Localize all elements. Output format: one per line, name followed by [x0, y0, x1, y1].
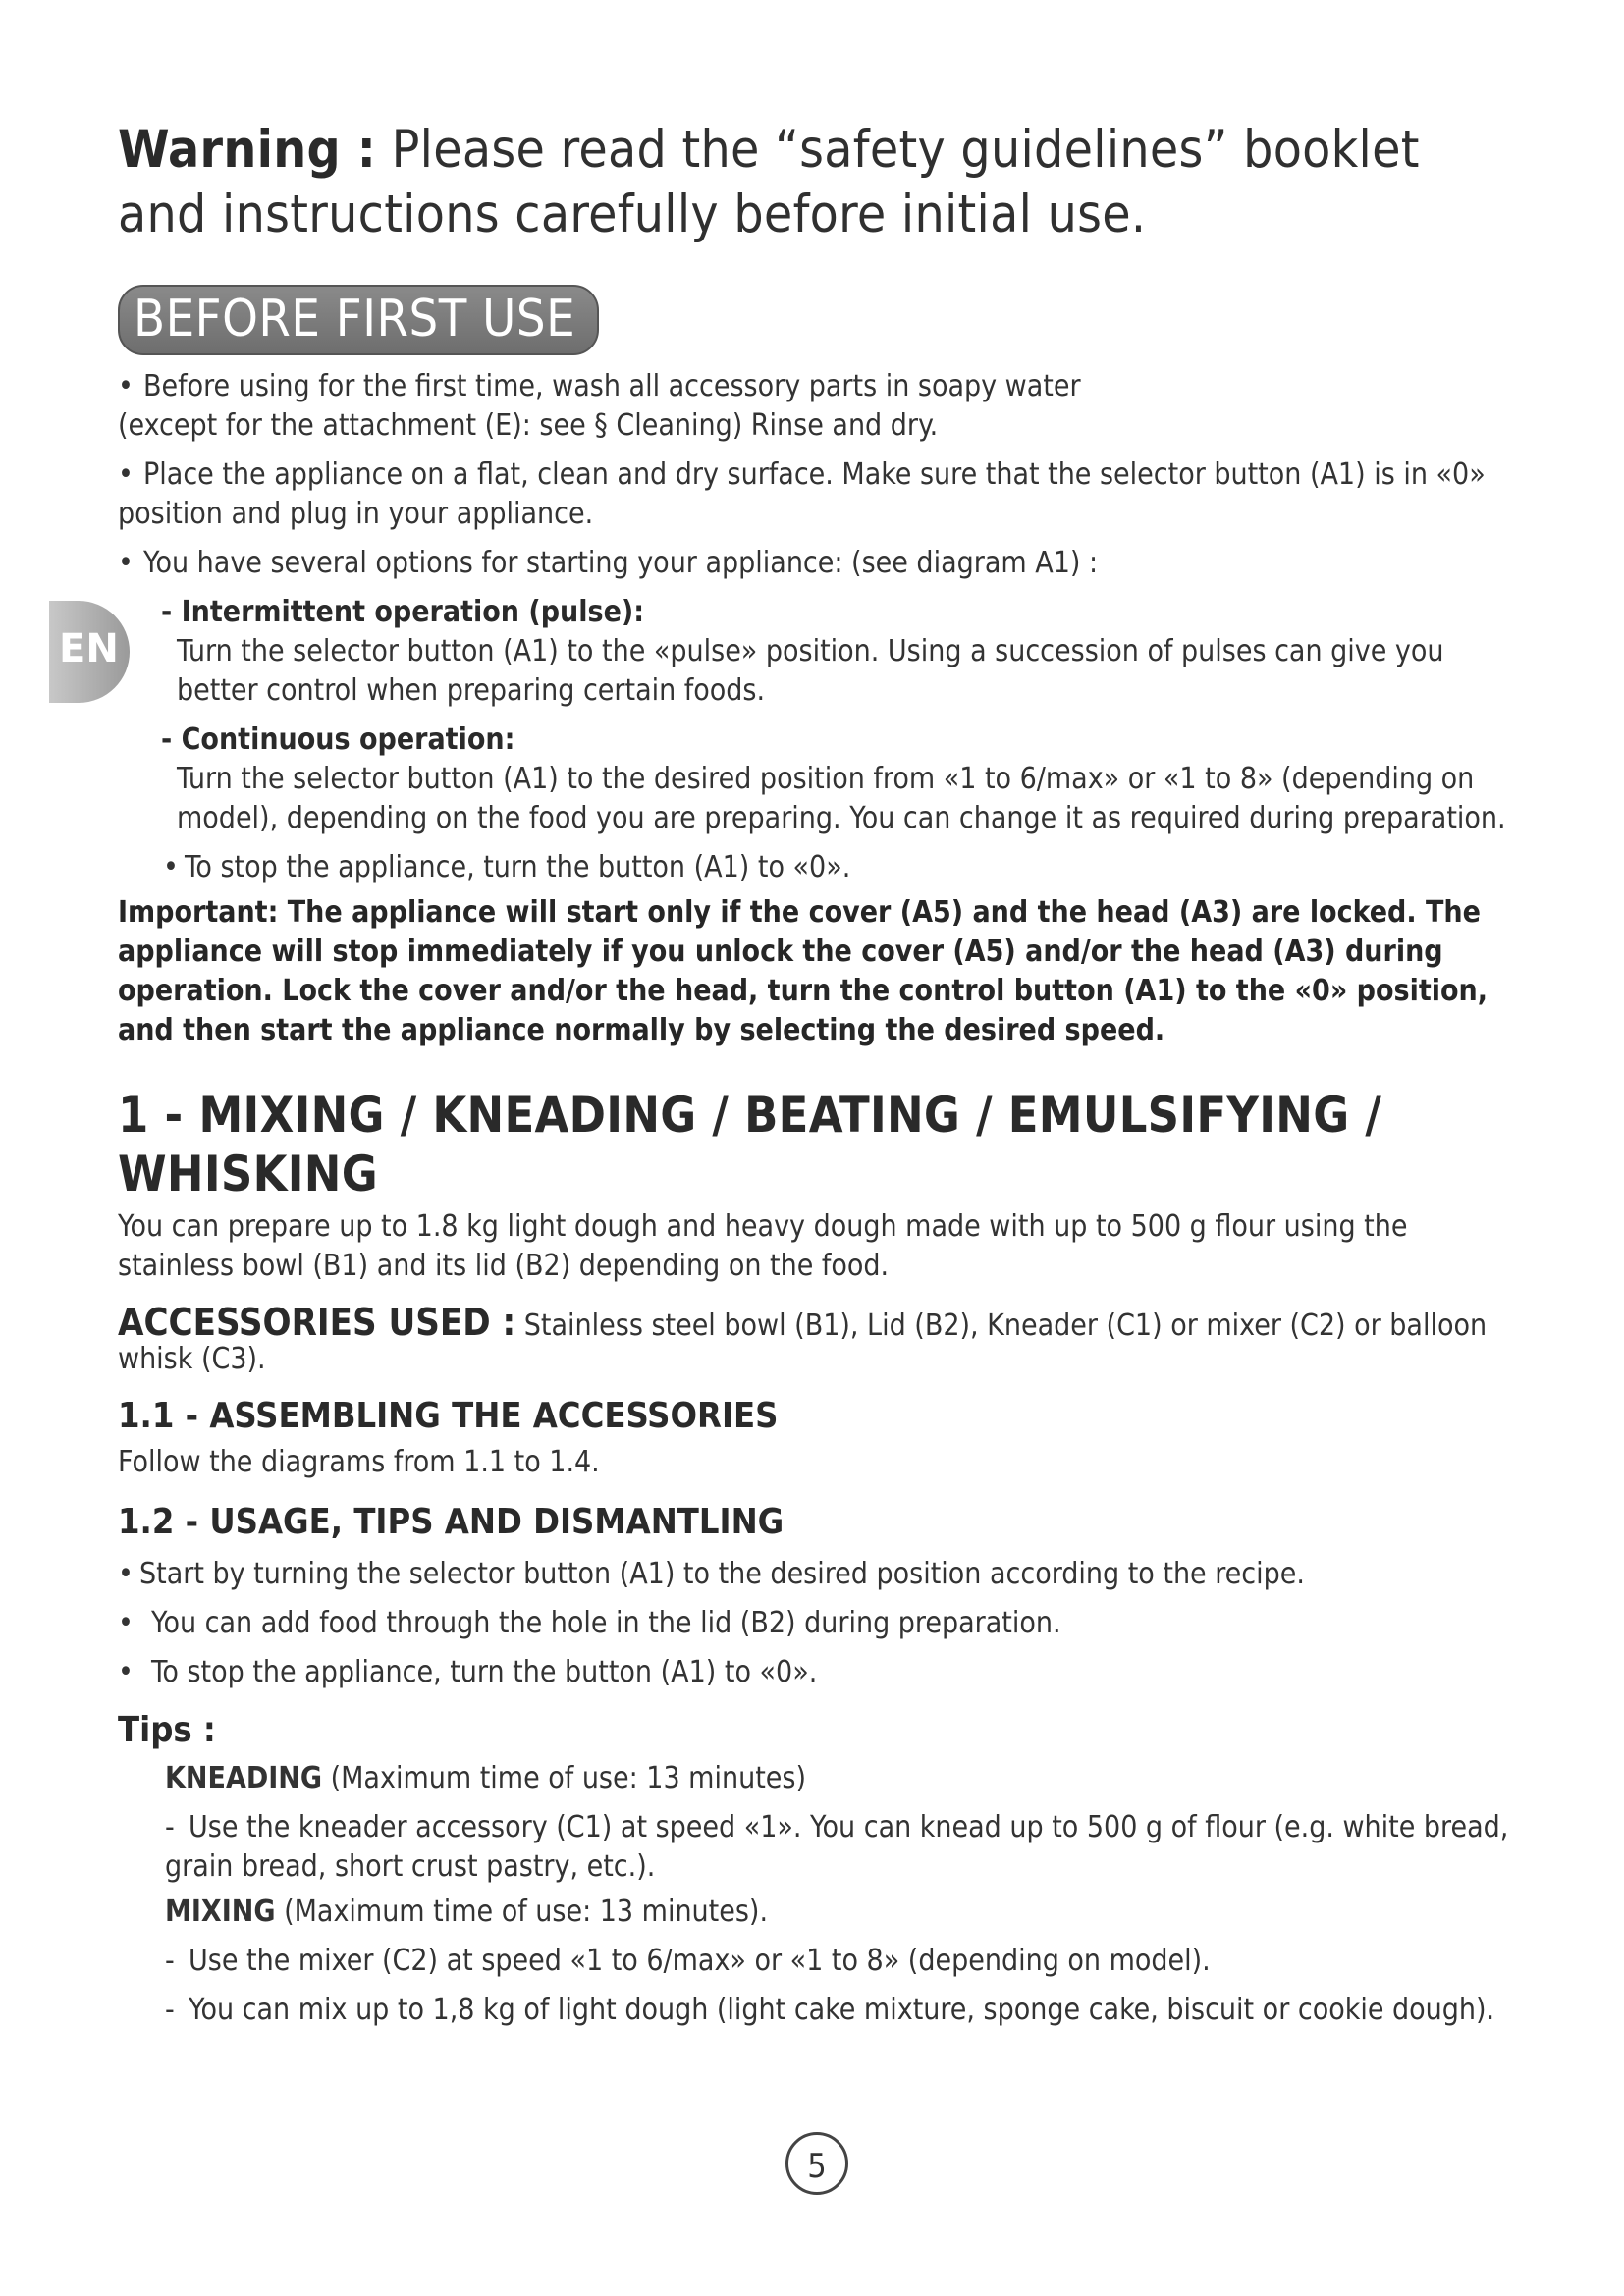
accessories-used [118, 1301, 1522, 1376]
list-item [118, 1942, 1522, 1981]
list-item [118, 367, 1522, 446]
bullet: • [118, 546, 134, 580]
warning-paragraph [118, 118, 1522, 247]
accessories-label: ACCESSORIES USED : [118, 1301, 516, 1344]
bullet: • [118, 1557, 134, 1591]
list-item [118, 544, 1522, 583]
bullet: • [118, 1655, 134, 1689]
list-item [118, 848, 1522, 887]
bullet: • [163, 850, 179, 884]
intermittent-body: Turn the selector button (A1) to the «pulse» position. Using a succession of pulses can give you better control when preparing certain foods. [177, 634, 1444, 708]
section-1-1-title: 1.1 - ASSEMBLING THE ACCESSORIES [118, 1396, 779, 1436]
list-item [118, 1604, 1522, 1643]
list-item [118, 455, 1522, 534]
mixing-heading [118, 1893, 1522, 1932]
list-item [118, 1991, 1522, 2030]
before-first-use-heading: BEFORE FIRST USE [118, 285, 599, 355]
kneading-label: KNEADING [165, 1761, 323, 1795]
list-item-text: You can mix up to 1,8 kg of light dough (light cake mixture, sponge cake, biscuit or cookie dough). [189, 1993, 1495, 2027]
section-1-2-title: 1.2 - USAGE, TIPS AND DISMANTLING [118, 1502, 785, 1542]
list-item [118, 1808, 1522, 1887]
list-item-text: You can add food through the hole in the lid (B2) during preparation. [151, 1606, 1061, 1640]
dash: - [165, 1993, 175, 2027]
list-item-text: Before using for the first time, wash all accessory parts in soapy water [143, 369, 1081, 403]
list-item-text: Start by turning the selector button (A1) to the desired position according to the recipe. [139, 1557, 1305, 1591]
list-item-text: You have several options for starting your appliance: (see diagram A1) : [143, 546, 1099, 580]
list-item-text: To stop the appliance, turn the button (A1) to «0». [185, 850, 851, 884]
kneading-time: (Maximum time of use: 13 minutes) [330, 1761, 806, 1795]
intermittent-operation [118, 593, 1522, 711]
continuous-heading: - Continuous operation: [161, 722, 515, 757]
list-item-text: Use the kneader accessory (C1) at speed «1». You can knead up to 500 g of flour (e.g. white bread, grain bread, short crust pastry, etc.). [165, 1810, 1509, 1884]
section-1-title: 1 - MIXING / KNEADING / BEATING / EMULSIFYING / WHISKING [118, 1087, 1382, 1202]
warning-text: Please read the “safety guidelines” booklet and instructions carefully before initial use. [118, 120, 1420, 244]
bullet: • [118, 369, 134, 403]
list-item [118, 1653, 1522, 1692]
page-content [118, 118, 1522, 2030]
section-1-intro: You can prepare up to 1.8 kg light dough and heavy dough made with up to 500 g flour using the stainless bowl (B1) and its lid (B2) depending on the food. [118, 1209, 1408, 1283]
bullet: • [118, 1606, 134, 1640]
kneading-heading [118, 1759, 1522, 1798]
page-number: 5 [785, 2132, 848, 2195]
continuous-body: Turn the selector button (A1) to the desired position from «1 to 6/max» or «1 to 8» (depending on model), depending on the food you are preparing. You can change it as required during preparation. [177, 762, 1506, 835]
mixing-label: MIXING [165, 1895, 276, 1929]
intermittent-heading: - Intermittent operation (pulse): [161, 595, 645, 629]
warning-label: Warning : [118, 120, 377, 180]
continuous-operation [118, 721, 1522, 838]
dash: - [165, 1944, 175, 1978]
accessories-text: Stainless steel bowl (B1), Lid (B2), Kneader (C1) or mixer (C2) or balloon whisk (C3). [118, 1308, 1488, 1376]
mixing-time: (Maximum time of use: 13 minutes). [284, 1895, 769, 1929]
tips-heading: Tips : [118, 1710, 216, 1750]
dash: - [165, 1810, 175, 1844]
bullet: • [118, 457, 134, 492]
important-note: Important: The appliance will start only if the cover (A5) and the head (A3) are locked. The appliance will stop immediately if you unlock the cover (A5) and/or the head (A3) during operation. Lock the cover and/or the head, turn the control button (A1) to the «0» position, and then start the appliance normally by selecting the desired speed. [118, 895, 1488, 1047]
list-item-text: Place the appliance on a flat, clean and dry surface. Make sure that the selector button (A1) is in «0» position and plug in your appliance. [118, 457, 1486, 531]
language-tab-label: EN [59, 626, 119, 671]
before-first-use-section [118, 367, 1522, 1050]
list-item [118, 1555, 1522, 1594]
list-item-text: Use the mixer (C2) at speed «1 to 6/max» or «1 to 8» (depending on model). [189, 1944, 1211, 1978]
section-1-1-text: Follow the diagrams from 1.1 to 1.4. [118, 1445, 600, 1479]
list-item-text: To stop the appliance, turn the button (A1) to «0». [151, 1655, 818, 1689]
list-item-text: (except for the attachment (E): see § Cleaning) Rinse and dry. [118, 408, 939, 443]
